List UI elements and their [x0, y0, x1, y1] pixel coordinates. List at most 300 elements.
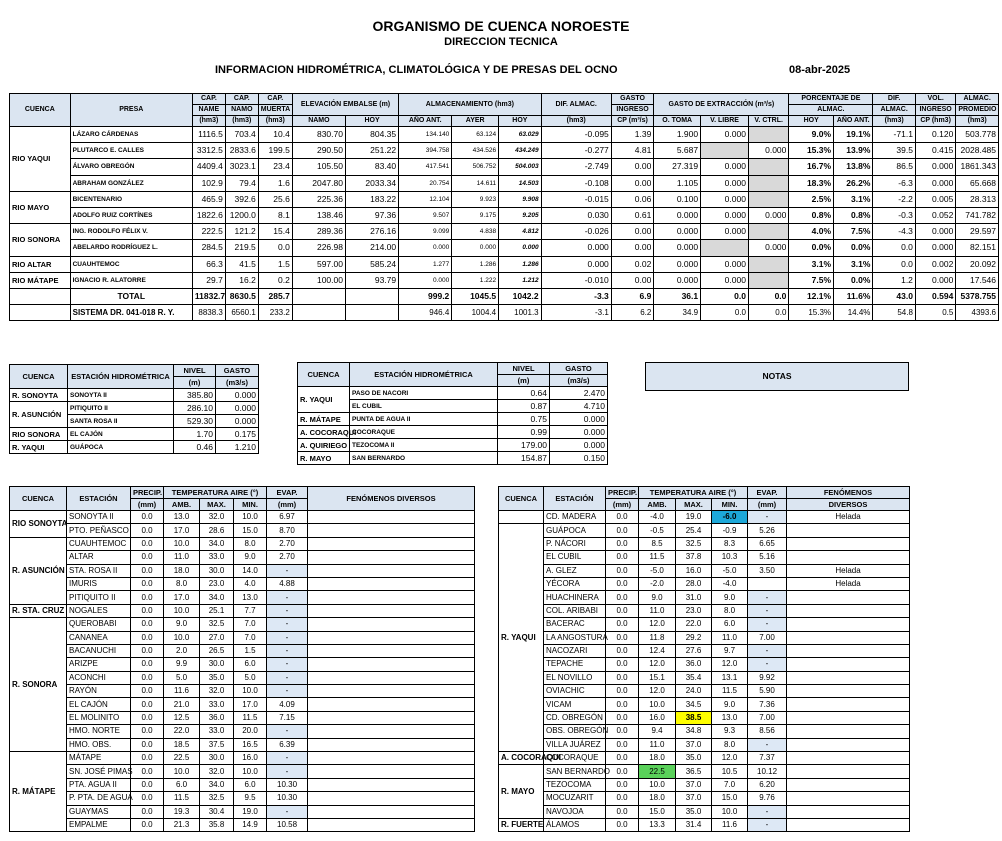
vlibre: [701, 240, 749, 256]
porc-hoy: 7.5%: [789, 272, 834, 288]
almac-hoy: 9.908: [499, 191, 542, 207]
almac-ant: 12.104: [399, 191, 452, 207]
evap: -: [748, 591, 787, 604]
clima-row: [499, 551, 910, 564]
porc-ant: 13.8%: [834, 159, 873, 175]
estacion-name: GUAYMAS: [67, 805, 131, 818]
vctrl: [748, 127, 788, 143]
temp-max: 33.0: [200, 551, 234, 564]
cuenca-label: R. ASUNCIÓN: [10, 537, 67, 604]
blank-cell: [345, 288, 398, 304]
cap-namo: 2833.6: [225, 143, 258, 159]
sistema-ayer: 1004.4: [452, 305, 499, 321]
presa-row: [10, 159, 999, 175]
temp-min: 8.0: [234, 537, 267, 550]
cuenca-label: A. COCORAQUI: [298, 426, 350, 439]
precip: 0.0: [131, 564, 164, 577]
clima-row: [10, 591, 475, 604]
vctrl: [748, 256, 788, 272]
almac-ant: 20.754: [399, 175, 452, 191]
cuenca-label: R. YAQUI: [499, 524, 544, 752]
sistema-vlibre: 0.0: [701, 305, 749, 321]
temp-max: 32.5: [200, 618, 234, 631]
temp-amb: 16.0: [639, 711, 676, 724]
presa-row: [10, 272, 999, 288]
cuenca-label: RIO SONORA: [10, 428, 68, 441]
evap: 7.00: [748, 631, 787, 644]
fenomenos: [308, 778, 475, 791]
temp-max: 32.5: [676, 537, 712, 550]
fenomenos: [308, 658, 475, 671]
col-dif-almac: DIF. ALMAC.: [541, 94, 611, 116]
temp-min: 13.1: [712, 671, 748, 684]
precip: 0.0: [131, 752, 164, 765]
porc-ant: 19.1%: [834, 127, 873, 143]
temp-min: 7.0: [712, 778, 748, 791]
hidro-row: [10, 428, 259, 441]
temp-max: 34.0: [200, 591, 234, 604]
cap-name: 4409.4: [192, 159, 225, 175]
nivel: 0.64: [498, 387, 550, 400]
nivel: 0.46: [174, 441, 216, 454]
estacion-name: CD. MADERA: [544, 511, 606, 524]
dif-almac-hm3: 1.2: [873, 272, 916, 288]
cap-namo: 16.2: [225, 272, 258, 288]
almac-ayer: 434.526: [452, 143, 499, 159]
vol-ingreso: 0.000: [915, 175, 955, 191]
hidro-row: [298, 426, 608, 439]
col-unit: (m): [174, 377, 216, 389]
temp-min: 20.0: [234, 725, 267, 738]
col-namo: NAMO: [225, 105, 258, 116]
estacion-name: NAVOJOA: [544, 805, 606, 818]
porc-hoy: 15.3%: [789, 143, 834, 159]
temp-min: 15.0: [712, 792, 748, 805]
temp-max: 35.4: [676, 671, 712, 684]
evap: 10.30: [267, 778, 308, 791]
total-cp: 6.9: [611, 288, 654, 304]
temp-min: 16.5: [234, 738, 267, 751]
temp-max: 23.0: [676, 604, 712, 617]
temp-amb: 17.0: [164, 591, 200, 604]
dif-almac: -0.026: [541, 224, 611, 240]
temp-amb: 5.0: [164, 671, 200, 684]
col-unit: (hm3): [225, 116, 258, 127]
col-vlibre: V. LIBRE: [701, 116, 749, 127]
total-name: 11832.7: [192, 288, 225, 304]
clima-row: [499, 725, 910, 738]
precip: 0.0: [606, 564, 639, 577]
estacion-name: GUÁPOCA: [544, 524, 606, 537]
evap: 5.16: [748, 551, 787, 564]
sistema-muerta: 233.2: [258, 305, 292, 321]
precip: 0.0: [606, 671, 639, 684]
evap: -: [748, 818, 787, 831]
clima-row: [10, 524, 475, 537]
vol-ingreso: 0.120: [915, 127, 955, 143]
precip: 0.0: [131, 577, 164, 590]
almac-hoy: 1.286: [499, 256, 542, 272]
fenomenos: [308, 577, 475, 590]
sistema-dif: -3.1: [541, 305, 611, 321]
col-unit: (hm3): [956, 116, 999, 127]
clima-row: [499, 618, 910, 631]
evap: 5.26: [748, 524, 787, 537]
sistema-label: SISTEMA DR. 041-018 R. Y.: [70, 305, 192, 321]
cuenca-label: RIO YAQUI: [10, 127, 71, 192]
clima-row: [499, 765, 910, 778]
evap: -: [267, 658, 308, 671]
almac-promedio: 65.668: [956, 175, 999, 191]
temp-amb: 9.4: [639, 725, 676, 738]
fenomenos: [308, 511, 475, 524]
cap-namo: 392.6: [225, 191, 258, 207]
estacion-name: OVIACHIC: [544, 685, 606, 698]
clima-row: [10, 551, 475, 564]
col-unit: (hm3): [192, 116, 225, 127]
header-row: [499, 487, 910, 499]
nivel: 529.30: [174, 415, 216, 428]
col-unit: (m): [498, 375, 550, 387]
evap: -: [748, 644, 787, 657]
clima-row: [10, 698, 475, 711]
precip: 0.0: [606, 778, 639, 791]
presa-row: [10, 127, 999, 143]
precip: 0.0: [606, 738, 639, 751]
nivel: 0.87: [498, 400, 550, 413]
precip: 0.0: [606, 805, 639, 818]
almac-ayer: 63.124: [452, 127, 499, 143]
fenomenos: [787, 524, 910, 537]
cap-namo: 3023.1: [225, 159, 258, 175]
cap-name: 29.7: [192, 272, 225, 288]
evap: -: [267, 618, 308, 631]
temp-amb: 10.0: [164, 604, 200, 617]
temp-min: 10.0: [712, 805, 748, 818]
total-otoma: 36.1: [654, 288, 701, 304]
temp-min: 9.3: [712, 725, 748, 738]
precip: 0.0: [131, 792, 164, 805]
estacion-name: HMO. NORTE: [67, 725, 131, 738]
fenomenos: [308, 631, 475, 644]
estacion-name: EL CAJÓN: [68, 428, 174, 441]
blank-cell: [10, 288, 71, 304]
precip: 0.0: [606, 765, 639, 778]
temp-min: 7.0: [234, 618, 267, 631]
estacion-name: EL CUBIL: [350, 400, 498, 413]
sistema-p_ant: 14.4%: [834, 305, 873, 321]
temp-max: 33.0: [200, 698, 234, 711]
estacion-name: SONOYTA II: [67, 511, 131, 524]
temp-amb: 11.8: [639, 631, 676, 644]
col-elev-hoy: HOY: [345, 116, 398, 127]
cap-namo: 79.4: [225, 175, 258, 191]
hidrometrica-table-right: [297, 362, 608, 465]
evap: 2.70: [267, 551, 308, 564]
clima-row: [499, 671, 910, 684]
header-row: [10, 94, 999, 105]
precip: 0.0: [131, 551, 164, 564]
elev-hoy: 2033.34: [345, 175, 398, 191]
gasto: 2.470: [550, 387, 608, 400]
temp-max: 36.0: [200, 711, 234, 724]
cuenca-label: A. QUIRIEGO: [298, 439, 350, 452]
col-gasto: GASTO: [216, 365, 259, 377]
temp-min: 16.0: [234, 752, 267, 765]
dif-almac-hm3: -2.2: [873, 191, 916, 207]
temp-min: 14.0: [234, 564, 267, 577]
porc-hoy: 4.0%: [789, 224, 834, 240]
temp-max: 24.0: [676, 685, 712, 698]
precip: 0.0: [131, 511, 164, 524]
temp-min: 7.0: [234, 631, 267, 644]
sistema-name: 8838.3: [192, 305, 225, 321]
otoma: 5.687: [654, 143, 701, 159]
col-ayer: AYER: [452, 116, 499, 127]
gasto-ingreso: 0.02: [611, 256, 654, 272]
total-dif: -3.3: [541, 288, 611, 304]
nivel: 1.70: [174, 428, 216, 441]
temp-amb: 17.0: [164, 524, 200, 537]
vctrl: [748, 175, 788, 191]
temp-amb: 18.0: [639, 752, 676, 765]
temp-max: 32.0: [200, 511, 234, 524]
elev-namo: 2047.80: [292, 175, 345, 191]
estacion-name: COL. ARIBABI: [544, 604, 606, 617]
temp-amb: 10.0: [639, 698, 676, 711]
fenomenos: Helada: [787, 577, 910, 590]
header-row: [10, 487, 475, 499]
clima-row: [10, 604, 475, 617]
estacion-name: BACERAC: [544, 618, 606, 631]
vctrl: [748, 272, 788, 288]
temp-amb: 13.3: [639, 818, 676, 831]
clima-row: [10, 792, 475, 805]
precip: 0.0: [131, 765, 164, 778]
nivel: 385.80: [174, 389, 216, 402]
temp-amb: 9.0: [164, 618, 200, 631]
almac-hoy: 63.029: [499, 127, 542, 143]
temp-max: 38.5: [676, 711, 712, 724]
header-row: [298, 363, 608, 375]
cap-namo: 703.4: [225, 127, 258, 143]
temp-min: 10.5: [712, 765, 748, 778]
col-ingreso: INGRESO: [915, 105, 955, 116]
elev-namo: 597.00: [292, 256, 345, 272]
estacion-name: QUEROBABI: [67, 618, 131, 631]
cap-muerta: 15.4: [258, 224, 292, 240]
gasto-ingreso: 0.06: [611, 191, 654, 207]
almac-ant: 394.758: [399, 143, 452, 159]
temp-amb: 13.0: [164, 511, 200, 524]
precip: 0.0: [131, 685, 164, 698]
blank-cell: [10, 305, 71, 321]
presa-name: ABELARDO RODRÍGUEZ L.: [70, 240, 192, 256]
almac-ayer: 1.222: [452, 272, 499, 288]
clima-row: [499, 698, 910, 711]
dif-almac: 0.000: [541, 256, 611, 272]
temp-min: 6.0: [712, 618, 748, 631]
fenomenos: [787, 685, 910, 698]
temp-min: 11.6: [712, 818, 748, 831]
estacion-name: SAN BERNARDO: [544, 765, 606, 778]
hidrometrica-table-left: [9, 364, 259, 454]
fenomenos: [308, 564, 475, 577]
evap: -: [267, 752, 308, 765]
gasto: 0.175: [216, 428, 259, 441]
presa-name: PLUTARCO E. CALLES: [70, 143, 192, 159]
cap-muerta: 0.0: [258, 240, 292, 256]
temp-max: 35.0: [676, 752, 712, 765]
cap-muerta: 0.2: [258, 272, 292, 288]
presa-name: ABRAHAM GONZÁLEZ: [70, 175, 192, 191]
evap: 10.12: [748, 765, 787, 778]
precip: 0.0: [131, 644, 164, 657]
elev-hoy: 804.35: [345, 127, 398, 143]
porc-hoy: 0.0%: [789, 240, 834, 256]
estacion-name: HUACHINERA: [544, 591, 606, 604]
temp-min: -6.0: [712, 511, 748, 524]
temp-max: 34.0: [200, 778, 234, 791]
gasto: 1.210: [216, 441, 259, 454]
temp-max: 30.4: [200, 805, 234, 818]
estacion-name: SONOYTA II: [68, 389, 174, 402]
blank-cell: [292, 288, 345, 304]
col-porc-ant: AÑO ANT.: [834, 116, 873, 127]
porc-hoy: 2.5%: [789, 191, 834, 207]
temp-min: 7.7: [234, 604, 267, 617]
clima-row: [499, 752, 910, 765]
estacion-name: OBS. OBREGÓN: [544, 725, 606, 738]
almac-ayer: 1.286: [452, 256, 499, 272]
precip: 0.0: [131, 725, 164, 738]
sistema-otoma: 34.9: [654, 305, 701, 321]
hidro-row: [10, 441, 259, 454]
fenomenos: [787, 537, 910, 550]
cuenca-label: R. MÁTAPE: [298, 413, 350, 426]
temp-min: 1.5: [234, 644, 267, 657]
col-cap: CAP.: [192, 94, 225, 105]
estacion-name: PTA. AGUA II: [67, 778, 131, 791]
temp-max: 25.4: [676, 524, 712, 537]
vlibre: 0.000: [701, 224, 749, 240]
elev-hoy: 93.79: [345, 272, 398, 288]
presa-name: IGNACIO R. ALATORRE: [70, 272, 192, 288]
sistema-prom: 4393.6: [956, 305, 999, 321]
col-promedio: ALMAC.: [956, 94, 999, 105]
temp-max: 23.0: [200, 577, 234, 590]
vlibre: 0.000: [701, 127, 749, 143]
estacion-name: COCORAQUE: [544, 752, 606, 765]
dif-almac: 0.030: [541, 207, 611, 223]
fenomenos: [787, 738, 910, 751]
col-otoma: O. TOMA: [654, 116, 701, 127]
cap-namo: 121.2: [225, 224, 258, 240]
fenomenos: [308, 537, 475, 550]
temp-min: 10.0: [234, 685, 267, 698]
dif-almac: 0.000: [541, 240, 611, 256]
total-p_ant: 11.6%: [834, 288, 873, 304]
dif-almac-hm3: 0.0: [873, 256, 916, 272]
presa-row: [10, 256, 999, 272]
estacion-name: ÁLAMOS: [544, 818, 606, 831]
gasto-ingreso: 1.39: [611, 127, 654, 143]
col-presa: PRESA: [70, 94, 192, 127]
clima-row: [499, 631, 910, 644]
temp-amb: 12.0: [639, 618, 676, 631]
temp-amb: 10.0: [164, 537, 200, 550]
fenomenos: [787, 818, 910, 831]
col-vctrl: V. CTRL.: [748, 116, 788, 127]
fenomenos: [308, 604, 475, 617]
clima-row: [499, 564, 910, 577]
elev-hoy: 183.22: [345, 191, 398, 207]
clima-row: [499, 591, 910, 604]
temp-amb: 6.0: [164, 778, 200, 791]
temp-max: 16.0: [676, 564, 712, 577]
precip: 0.0: [131, 711, 164, 724]
notas-box: [645, 362, 909, 391]
estacion-name: TEPACHE: [544, 658, 606, 671]
temp-min: -0.9: [712, 524, 748, 537]
precip: 0.0: [606, 618, 639, 631]
temp-amb: -2.0: [639, 577, 676, 590]
estacion-name: A. GLEZ: [544, 564, 606, 577]
temp-min: 9.0: [234, 551, 267, 564]
otoma: 0.000: [654, 256, 701, 272]
vol-ingreso: 0.000: [915, 240, 955, 256]
temp-max: 31.4: [676, 818, 712, 831]
fenomenos: [787, 604, 910, 617]
temp-amb: -4.0: [639, 511, 676, 524]
estacion-name: HMO. OBS.: [67, 738, 131, 751]
precip: 0.0: [606, 658, 639, 671]
col-cp-hm3: CP (hm3): [915, 116, 955, 127]
clima-row: [499, 792, 910, 805]
clima-row: [499, 778, 910, 791]
temp-amb: 2.0: [164, 644, 200, 657]
fenomenos: [308, 644, 475, 657]
org-title: ORGANISMO DE CUENCA NOROESTE: [372, 18, 630, 34]
clima-row: [10, 738, 475, 751]
clima-row: [10, 805, 475, 818]
cuenca-label: A. COCORAQUI: [499, 752, 544, 765]
col-extraccion: GASTO DE EXTRACCIÓN (m³/s): [654, 94, 789, 116]
nivel: 0.75: [498, 413, 550, 426]
estacion-name: EMPALME: [67, 818, 131, 831]
otoma: 27.319: [654, 159, 701, 175]
precip: 0.0: [606, 685, 639, 698]
evap: 4.09: [267, 698, 308, 711]
otoma: 0.000: [654, 240, 701, 256]
sistema-row: [10, 305, 999, 321]
col-porc-hoy: HOY: [789, 116, 834, 127]
col-evap: EVAP.: [267, 487, 308, 499]
clima-row: [499, 711, 910, 724]
temp-max: 22.0: [676, 618, 712, 631]
elev-namo: 226.98: [292, 240, 345, 256]
almac-promedio: 741.782: [956, 207, 999, 223]
temp-amb: 11.0: [639, 738, 676, 751]
estacion-name: EL CUBIL: [544, 551, 606, 564]
sistema-p_hoy: 15.3%: [789, 305, 834, 321]
temp-amb: 9.0: [639, 591, 676, 604]
fenomenos: [787, 551, 910, 564]
evap: -: [267, 671, 308, 684]
cap-name: 66.3: [192, 256, 225, 272]
cap-muerta: 23.4: [258, 159, 292, 175]
clima-table-left: [9, 486, 475, 832]
